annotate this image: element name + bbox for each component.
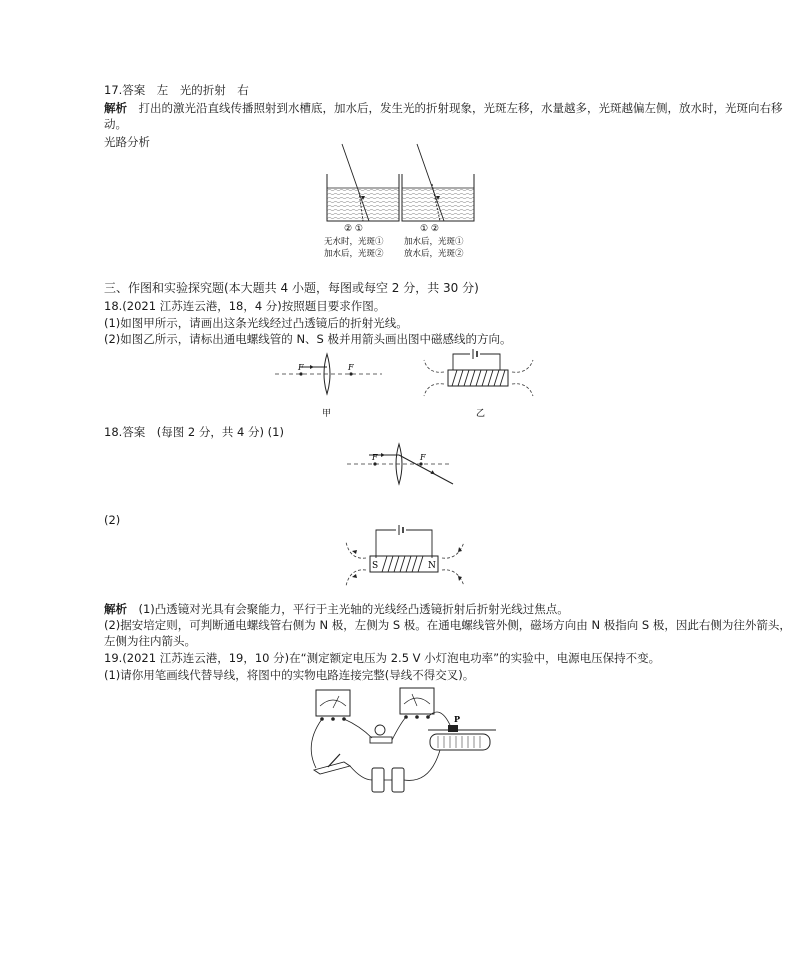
- pole-n-label: N: [428, 561, 436, 571]
- answer-solenoid-figure: [340, 518, 470, 590]
- caption-left-2: 加水后，光斑②: [324, 249, 384, 259]
- arrow-right-top: [458, 547, 462, 552]
- answer-lens-figure: [345, 440, 460, 496]
- q18-analysis-label: 解析: [104, 602, 127, 616]
- focus-left: [299, 372, 302, 375]
- battery-2: [392, 768, 404, 792]
- section3-heading: 三、作图和实验探究题(本大题共 4 小题，每图或每空 2 分，共 30 分): [104, 281, 479, 295]
- coil-windings: [452, 370, 505, 386]
- caption-right-1: 加水后，光斑①: [404, 237, 464, 247]
- pole-s-label: S: [372, 561, 379, 571]
- circuit-apparatus-figure: [300, 684, 510, 796]
- q18-part2: (2)如图乙所示，请标出通电螺线管的 N、S 极并用箭头画出图中磁感线的方向。: [104, 332, 512, 346]
- q18-part1: (1)如图甲所示，请画出这条光线经过凸透镜后的折射光线。: [104, 316, 408, 330]
- answer-field-lines: [346, 542, 464, 586]
- q17-analysis-text-2: 动。: [104, 117, 127, 131]
- figure-jia-caption: 甲: [322, 409, 332, 419]
- solenoid-core: [448, 370, 508, 386]
- arrow-right-bottom: [458, 576, 462, 581]
- arrow-left-top: [352, 550, 357, 554]
- answer-focus-right: F: [420, 453, 426, 462]
- q17-analysis-text: 打出的激光沿直线传播照射到水槽底，加水后，发生光的折射现象，光斑左移，水量越多，光斑越偏左侧，放水时，光斑向右移: [127, 101, 783, 115]
- q19-stem: 19.(2021 江苏连云港，19，10 分)在“测定额定电压为 2.5 V 小灯泡电功率”的实验中，电源电压保持不变。: [104, 651, 661, 665]
- light-bulb: [370, 725, 392, 743]
- answer-focus-left: F: [372, 453, 378, 462]
- fig-left-spot-labels: ② ①: [344, 224, 363, 234]
- caption-left-1: 无水时，光斑①: [324, 237, 384, 247]
- q17-answer-line: 17.答案 左 光的折射 右: [104, 83, 249, 97]
- q18-answer-part2: (2): [104, 513, 121, 527]
- rheostat-slider-label: P: [454, 714, 461, 724]
- q18-answer-line: 18.答案 (每图 2 分，共 4 分) (1): [104, 425, 284, 439]
- figure-yi-solenoid: [420, 340, 540, 422]
- q19-part1: (1)请你用笔画线代替导线，将图中的实物电路连接完整(导线不得交叉)。: [104, 668, 475, 682]
- q18-analysis-2: (2)据安培定则，可判断通电螺线管右侧为 N 极，左侧为 S 极。在通电螺线管外侧，磁场方向由 N 极指向 S 极，因此右侧为往外箭头，: [104, 618, 791, 632]
- q17-path-title: 光路分析: [104, 135, 150, 149]
- q17-analysis-label: 解析: [104, 101, 127, 115]
- focus-right: [349, 372, 352, 375]
- ammeter: [316, 690, 350, 721]
- answer-refracted-ray: [399, 455, 453, 484]
- arrow-left-bottom: [352, 574, 357, 578]
- q18-analysis-1: [104, 601, 569, 617]
- q17-analysis: [104, 100, 783, 116]
- voltmeter: [400, 688, 434, 719]
- light-path-figure: [322, 140, 482, 265]
- switch: [314, 754, 350, 774]
- figure-jia-lens: [270, 350, 390, 422]
- rheostat: [428, 714, 496, 750]
- focus-label-left: F: [298, 363, 304, 372]
- fig-right-spot-labels: ① ②: [420, 224, 439, 234]
- q18-analysis-text-1: (1)凸透镜对光具有会聚能力，平行于主光轴的光线经凸透镜折射后折射光线过焦点。: [127, 602, 569, 616]
- figure-yi-caption: 乙: [476, 409, 486, 419]
- focus-label-right: F: [348, 363, 354, 372]
- caption-right-2: 放水后，光斑②: [404, 249, 464, 259]
- answer-coil-windings: [382, 556, 423, 572]
- q18-analysis-3: 左侧为往内箭头。: [104, 634, 196, 648]
- q18-stem: 18.(2021 江苏连云港，18，4 分)按照题目要求作图。: [104, 299, 386, 313]
- answer-circuit-wire: [376, 530, 432, 558]
- battery-1: [372, 768, 384, 792]
